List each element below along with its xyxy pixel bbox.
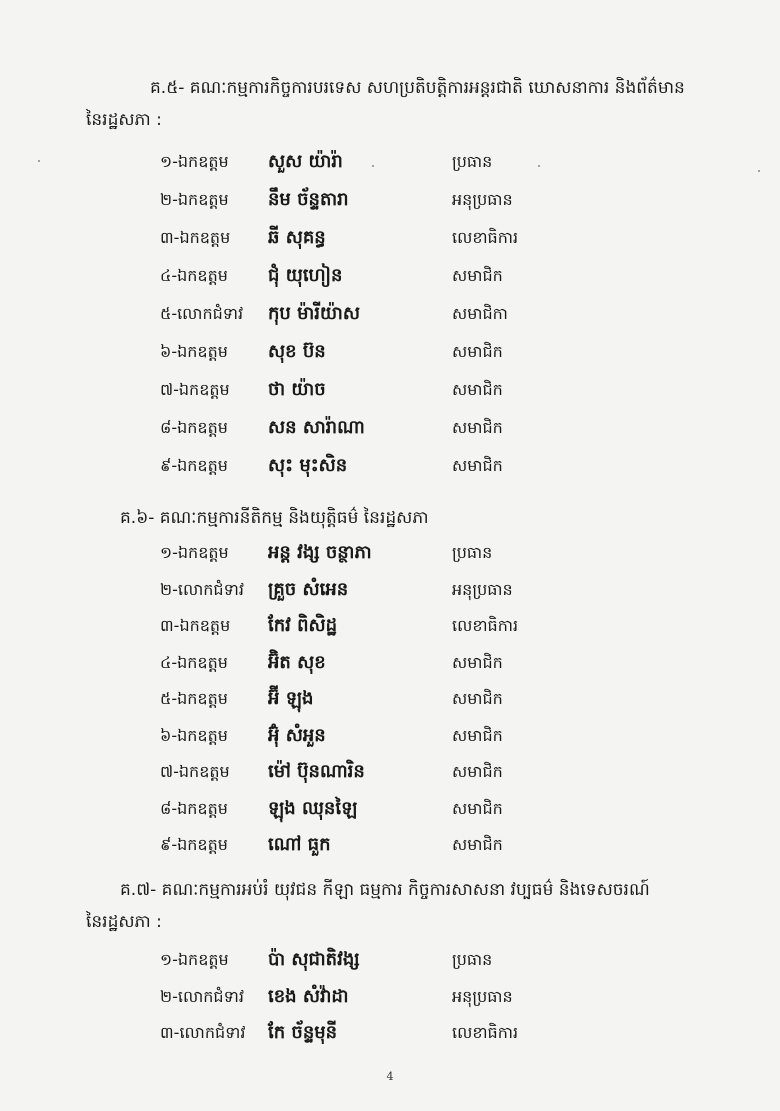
- member-list-committee-5: [160, 143, 519, 485]
- member-name: ណៅ ធួក: [268, 834, 331, 855]
- section-heading-line: នៃរដ្ឋសភា :: [86, 912, 162, 932]
- member-role: អនុប្រធាន: [452, 190, 513, 209]
- member-row: [160, 681, 503, 718]
- member-name: ឡុង ឈុនឡៃ: [268, 797, 358, 819]
- member-title: ៤-ឯកឧត្តម: [160, 266, 228, 285]
- member-row: [160, 333, 503, 371]
- member-title: ១-ឯកឧត្តម: [160, 152, 229, 171]
- member-role: ប្រធាន: [452, 543, 493, 562]
- member-row: [160, 645, 503, 682]
- member-list-committee-6: [160, 535, 519, 864]
- member-row: [160, 143, 493, 181]
- scan-speck: [758, 170, 760, 172]
- member-title: ១-ឯកឧត្តម: [160, 950, 229, 969]
- member-row: [160, 572, 513, 609]
- member-name: គ្រួច សំអេន: [268, 578, 349, 600]
- member-name: ខេង សំវ៉ាដា: [268, 985, 349, 1007]
- member-title: ២-ឯកឧត្តម: [160, 190, 229, 209]
- member-name: ឆី សុគន្ធ: [268, 227, 326, 248]
- scan-speck: [372, 165, 374, 167]
- member-title: ៤-ឯកឧត្តម: [160, 652, 228, 672]
- member-row: [160, 754, 503, 791]
- member-title: ៩-ឯកឧត្តម: [160, 835, 228, 854]
- member-role: សមាជិក: [452, 380, 503, 399]
- section-heading-line: នៃរដ្ឋសភា :: [86, 110, 162, 130]
- member-name: ថា យ៉ាច: [268, 379, 326, 400]
- member-name: ជុំ យុហៀន: [268, 265, 343, 286]
- member-name: កែវ ពិសិដ្ឋ: [268, 615, 338, 636]
- member-title: ៩-ឯកឧត្តម: [160, 456, 228, 475]
- member-title: ៣-ឯកឧត្តម: [160, 616, 231, 635]
- member-role: សមាជិក: [452, 689, 503, 708]
- member-role: លេខាធិការ: [452, 616, 519, 635]
- member-row: [160, 409, 503, 447]
- member-name: អ៊ី ឡុង: [268, 688, 314, 709]
- scan-speck: [538, 165, 540, 167]
- member-role: សមាជិក: [452, 762, 503, 781]
- member-role: សមាជិក: [452, 418, 503, 437]
- member-row: [160, 181, 513, 219]
- page-number: 4: [386, 1070, 394, 1083]
- member-list-committee-7: [160, 942, 519, 1052]
- member-name: អ៊ិត សុខ: [268, 651, 326, 673]
- member-title: ៥-លោកជំទាវ: [160, 304, 244, 323]
- member-role: សមាជិកា: [452, 304, 508, 323]
- member-name: កែ ច័ន្ទមុនី: [268, 1022, 338, 1043]
- member-title: ៣-ឯកឧត្តម: [160, 228, 231, 247]
- member-role: សមាជិក: [452, 456, 503, 475]
- member-row: [160, 942, 493, 979]
- section-heading-line: គ.៧- គណៈកម្មការអប់រំ យុវជន កីឡា ធម្មការ កិច្ចការសាសនា វប្បធម៌ និងទេសចរណ៍: [120, 880, 650, 900]
- member-row: [160, 791, 503, 828]
- member-title: ៦-ឯកឧត្តម: [160, 342, 228, 361]
- member-row: [160, 257, 503, 295]
- section-heading-committee-7: [86, 874, 736, 938]
- member-title: ២-លោកជំទាវ: [160, 579, 244, 599]
- member-name: សុខ ប៊ន: [268, 341, 326, 362]
- member-title: ៧-ឯកឧត្តម: [160, 380, 230, 399]
- member-role: សមាជិក: [452, 725, 503, 745]
- member-row: [160, 295, 508, 333]
- member-role: ប្រធាន: [452, 950, 493, 969]
- member-title: ៨-ឯកឧត្តម: [160, 418, 228, 437]
- member-row: [160, 1015, 519, 1052]
- member-role: សមាជិក: [452, 652, 503, 672]
- member-title: ៧-ឯកឧត្តម: [160, 762, 230, 781]
- member-role: សមាជិក: [452, 835, 503, 854]
- scan-speck: [38, 160, 40, 162]
- section-heading-committee-5: [86, 72, 736, 136]
- member-row: [160, 371, 503, 409]
- member-title: ៨-ឯកឧត្តម: [160, 798, 228, 818]
- member-name: នឹម ច័ន្ទតារា: [268, 189, 349, 210]
- member-row: [160, 608, 519, 645]
- member-name: សុះ មុះសិន: [268, 455, 348, 476]
- member-role: ប្រធាន: [452, 152, 493, 171]
- member-title: ៦-ឯកឧត្តម: [160, 725, 228, 745]
- member-role: អនុប្រធាន: [452, 579, 513, 599]
- section-heading-committee-6: [120, 502, 720, 534]
- member-title: ៥-ឯកឧត្តម: [160, 689, 228, 708]
- member-title: ២-លោកជំទាវ: [160, 986, 244, 1006]
- member-name: ម៉ៅ ប៊ុនណារិន: [268, 761, 365, 782]
- member-role: សមាជិក: [452, 342, 503, 361]
- member-name: សន សារ៉ាណា: [268, 417, 365, 438]
- member-name: ប៉ា សុជាតិវង្ស: [268, 949, 360, 970]
- member-role: លេខាធិការ: [452, 228, 519, 247]
- member-role: សមាជិក: [452, 798, 503, 818]
- member-name: អ៊ុំ សំអួន: [268, 724, 326, 746]
- member-title: ៣-លោកជំទាវ: [160, 1023, 246, 1042]
- member-row: [160, 979, 513, 1016]
- member-row: [160, 827, 503, 864]
- member-name: អន្ត វង្ស ចន្ថាភា: [268, 542, 372, 563]
- member-role: សមាជិក: [452, 266, 503, 285]
- section-heading-line: គ.៦- គណៈកម្មការនីតិកម្ម និងយុត្តិធម៌ នៃរដ្ឋសភា: [120, 508, 429, 528]
- member-role: អនុប្រធាន: [452, 986, 513, 1006]
- member-row: [160, 718, 503, 755]
- member-row: [160, 219, 519, 257]
- member-name: កុប ម៉ារីយ៉ាស: [268, 303, 360, 324]
- member-row: [160, 535, 493, 572]
- member-role: លេខាធិការ: [452, 1023, 519, 1042]
- member-row: [160, 447, 503, 485]
- section-heading-line: គ.៥- គណៈកម្មការកិច្ចការបរទេស សហប្រតិបត្តិការអន្តរជាតិ ឃោសនាការ និងព័ត៌មាន: [150, 78, 685, 98]
- member-title: ១-ឯកឧត្តម: [160, 543, 229, 562]
- member-name: សួស យ៉ារ៉ា: [268, 151, 343, 172]
